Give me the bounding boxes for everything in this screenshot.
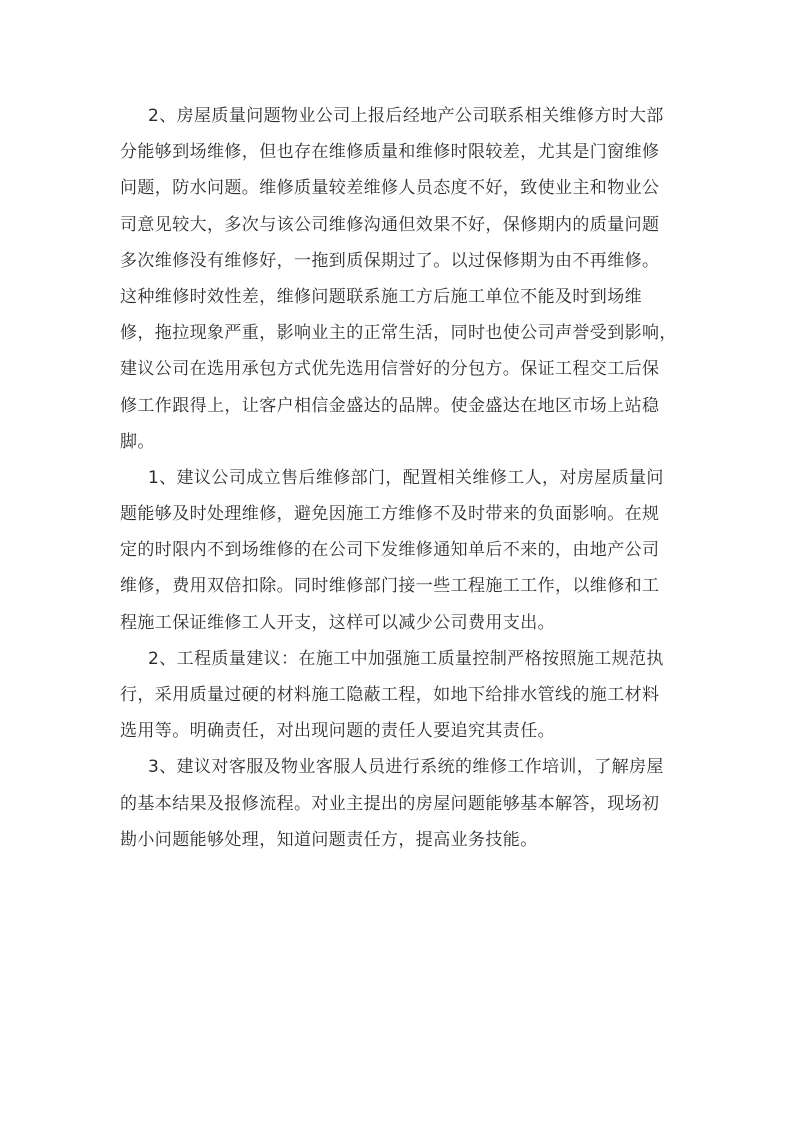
paragraph-line: 程施工保证维修工人开支，这样可以减少公司费用支出。 [120, 612, 555, 633]
paragraph-line: 3、建议对客服及物业客服人员进行系统的维修工作培训，了解房屋 [148, 757, 664, 778]
paragraph-construction-quality [120, 641, 676, 750]
paragraph-line: 2、工程质量建议：在施工中加强施工质量控制严格按照施工规范执 [148, 648, 664, 669]
paragraph-line: 1、建议公司成立售后维修部门，配置相关维修工人，对房屋质量问 [148, 467, 664, 488]
paragraph-line: 选用等。明确责任，对出现问题的责任人要追究其责任。 [120, 721, 555, 742]
paragraph-line: 分能够到场维修，但也存在维修质量和维修时限较差，尤其是门窗维修 [120, 142, 660, 163]
paragraph-line: 的基本结果及报修流程。对业主提出的房屋问题能够基本解答，现场初 [120, 793, 660, 814]
paragraph-line: 建议公司在选用承包方式优先选用信誉好的分包方。保证工程交工后保 [120, 359, 660, 380]
paragraph-line: 题能够及时处理维修，避免因施工方维修不及时带来的负面影响。在规 [120, 504, 660, 525]
paragraph-line: 多次维修没有维修好，一拖到质保期过了。以过保修期为由不再维修。 [120, 250, 660, 271]
paragraph-line: 2、房屋质量问题物业公司上报后经地产公司联系相关维修方时大部 [148, 106, 664, 126]
paragraph-line: 问题，防水问题。维修质量较差维修人员态度不好，致使业主和物业公 [120, 178, 660, 199]
paragraph-line: 勘小问题能够处理，知道问题责任方，提高业务技能。 [120, 829, 538, 850]
paragraph-line: 定的时限内不到场维修的在公司下发维修通知单后不来的，由地产公司 [120, 540, 660, 561]
paragraph-line: 行，采用质量过硬的材料施工隐蔽工程，如地下给排水管线的施工材料 [120, 685, 660, 705]
paragraph-line: 修工作跟得上，让客户相信金盛达的品牌。使金盛达在地区市场上站稳 [120, 395, 660, 416]
paragraph-line: 维修，费用双倍扣除。同时维修部门接一些工程施工工作，以维修和工 [120, 576, 660, 597]
paragraph-staff-training [120, 749, 676, 858]
paragraph-line: 司意见较大，多次与该公司维修沟通但效果不好，保修期内的质量问题 [120, 214, 660, 235]
paragraph-line: 这种维修时效性差，维修问题联系施工方后施工单位不能及时到场维 [120, 286, 642, 307]
paragraph-repair-quality-issues [120, 98, 676, 460]
paragraph-line: 修，拖拉现象严重，影响业主的正常生活，同时也使公司声誉受到影响， [120, 323, 677, 344]
document-body [120, 98, 676, 858]
paragraph-after-sales-department [120, 460, 676, 641]
paragraph-line: 脚。 [120, 431, 155, 452]
